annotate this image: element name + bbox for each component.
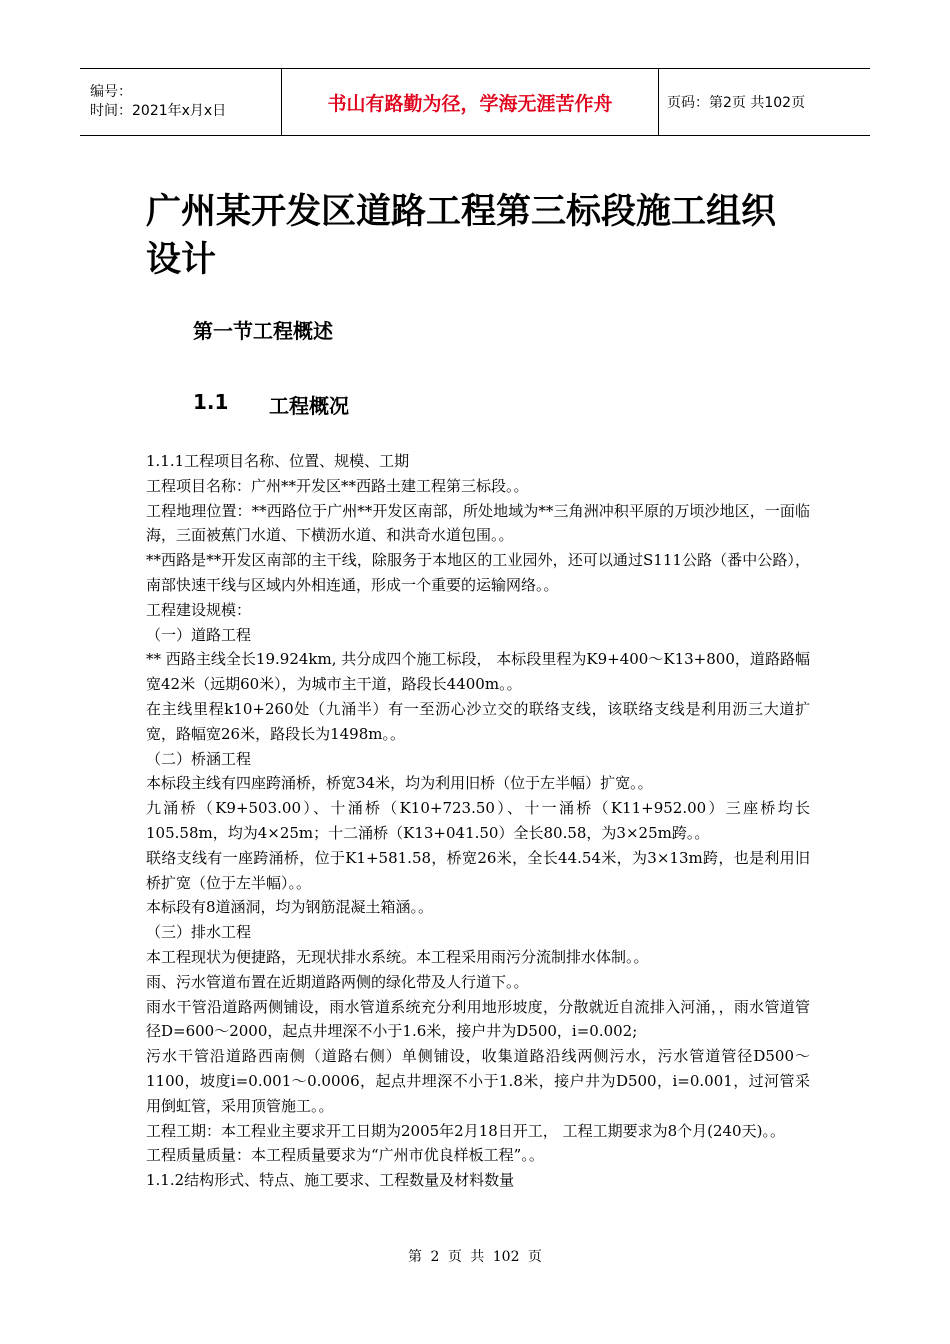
paragraph: 污水干管沿道路西南侧（道路右侧）单侧铺设，收集道路沿线两侧污水，污水管道管径D500～1100，坡度i=0.001～0.0006，起点井埋深不小于1.8米，接户井为D500，i=0.001，过河管采用倒虹管，采用顶管施工。。 <box>146 1047 810 1115</box>
paragraph: 联络支线有一座跨涌桥，位于K1+581.58，桥宽26米，全长44.54米，为3×13m跨，也是利用旧桥扩宽（位于左半幅）。。 <box>146 848 810 892</box>
paragraph: 雨、污水管道布置在近期道路两侧的绿化带及人行道下。。 <box>146 972 529 991</box>
body-text <box>146 449 810 1193</box>
paragraph: 九涌桥（K9+503.00）、十涌桥（K10+723.50）、十一涌桥（K11+952.00）三座桥均长105.58m，均为4×25m；十二涌桥（K13+041.50）全长80.58，为3×25m跨。。 <box>146 799 810 842</box>
paragraph: （三）排水工程 <box>146 923 252 942</box>
header-motto: 书山有路勤为径，学海无涯苦作舟 <box>281 69 659 135</box>
subsection-number: 1.1 <box>193 390 229 414</box>
paragraph: **西路是**开发区南部的主干线，除服务于本地区的工业园外，还可以通过S111公路（番中公路），南部快速干线与区域内外相连通，形成一个重要的运输网络。。 <box>146 551 810 594</box>
paragraph: 本工程现状为便捷路，无现状排水系统。本工程采用雨污分流制排水体制。。 <box>146 947 649 966</box>
header-meta <box>80 69 281 135</box>
header-page-info: 页码：第2页 共102页 <box>667 95 806 111</box>
subsection-heading <box>193 390 349 419</box>
paragraph: 1.1.1工程项目名称、位置、规模、工期 <box>146 452 410 470</box>
paragraph: 在主线里程k10+260处（九涌半）有一至沥心沙立交的联络支线，该联络支线是利用沥三大道扩宽，路幅宽26米，路段长为1498m。。 <box>146 699 810 743</box>
paragraph: 工程建设规模： <box>146 600 252 619</box>
paragraph: ** 西路主线全长19.924km, 共分成四个施工标段， 本标段里程为K9+400～K13+800，道路路幅宽42米（远期60米），为城市主干道，路段长4400m。。 <box>146 650 810 694</box>
paragraph: 工程项目名称：广州**开发区**西路土建工程第三标段。。 <box>146 476 529 495</box>
paragraph: 工程地理位置：**西路位于广州**开发区南部，所处地域为**三角洲冲积平原的万顷沙地区，一面临海，三面被蕉门水道、下横沥水道、和洪奇水道包围。。 <box>146 501 810 545</box>
document-title: 广州某开发区道路工程第三标段施工组织设计 <box>146 192 777 280</box>
page-footer: 第 2 页 共 102 页 <box>408 1249 542 1265</box>
paragraph: 本标段有8道涵洞，均为钢筋混凝土箱涵。。 <box>146 898 434 917</box>
paragraph: 工程质量质量：本工程质量要求为“广州市优良样板工程”。。 <box>146 1146 544 1165</box>
paragraph: 雨水干管沿道路两侧铺设，雨水管道系统充分利用地形坡度，分散就近自流排入河涌，，雨水管道管径D=600～2000，起点井埋深不小于1.6米，接户井为D500，i=0.002; <box>146 997 810 1041</box>
date-label: 时间：2021年x月x日 <box>90 103 227 119</box>
paragraph: 1.1.2结构形式、特点、施工要求、工程数量及材料数量 <box>146 1171 515 1190</box>
paragraph: （一）道路工程 <box>146 625 252 644</box>
number-label: 编号： <box>90 84 132 100</box>
paragraph: 本标段主线有四座跨涌桥，桥宽34米，均为利用旧桥（位于左半幅）扩宽。。 <box>146 774 653 793</box>
paragraph: （二）桥涵工程 <box>146 749 252 768</box>
paragraph: 工程工期：本工程业主要求开工日期为2005年2月18日开工， 工程工期要求为8个月(240天)。。 <box>146 1121 785 1140</box>
section-title: 第一节工程概述 <box>193 319 333 343</box>
subsection-title: 工程概况 <box>269 394 349 418</box>
page-header <box>80 68 870 136</box>
